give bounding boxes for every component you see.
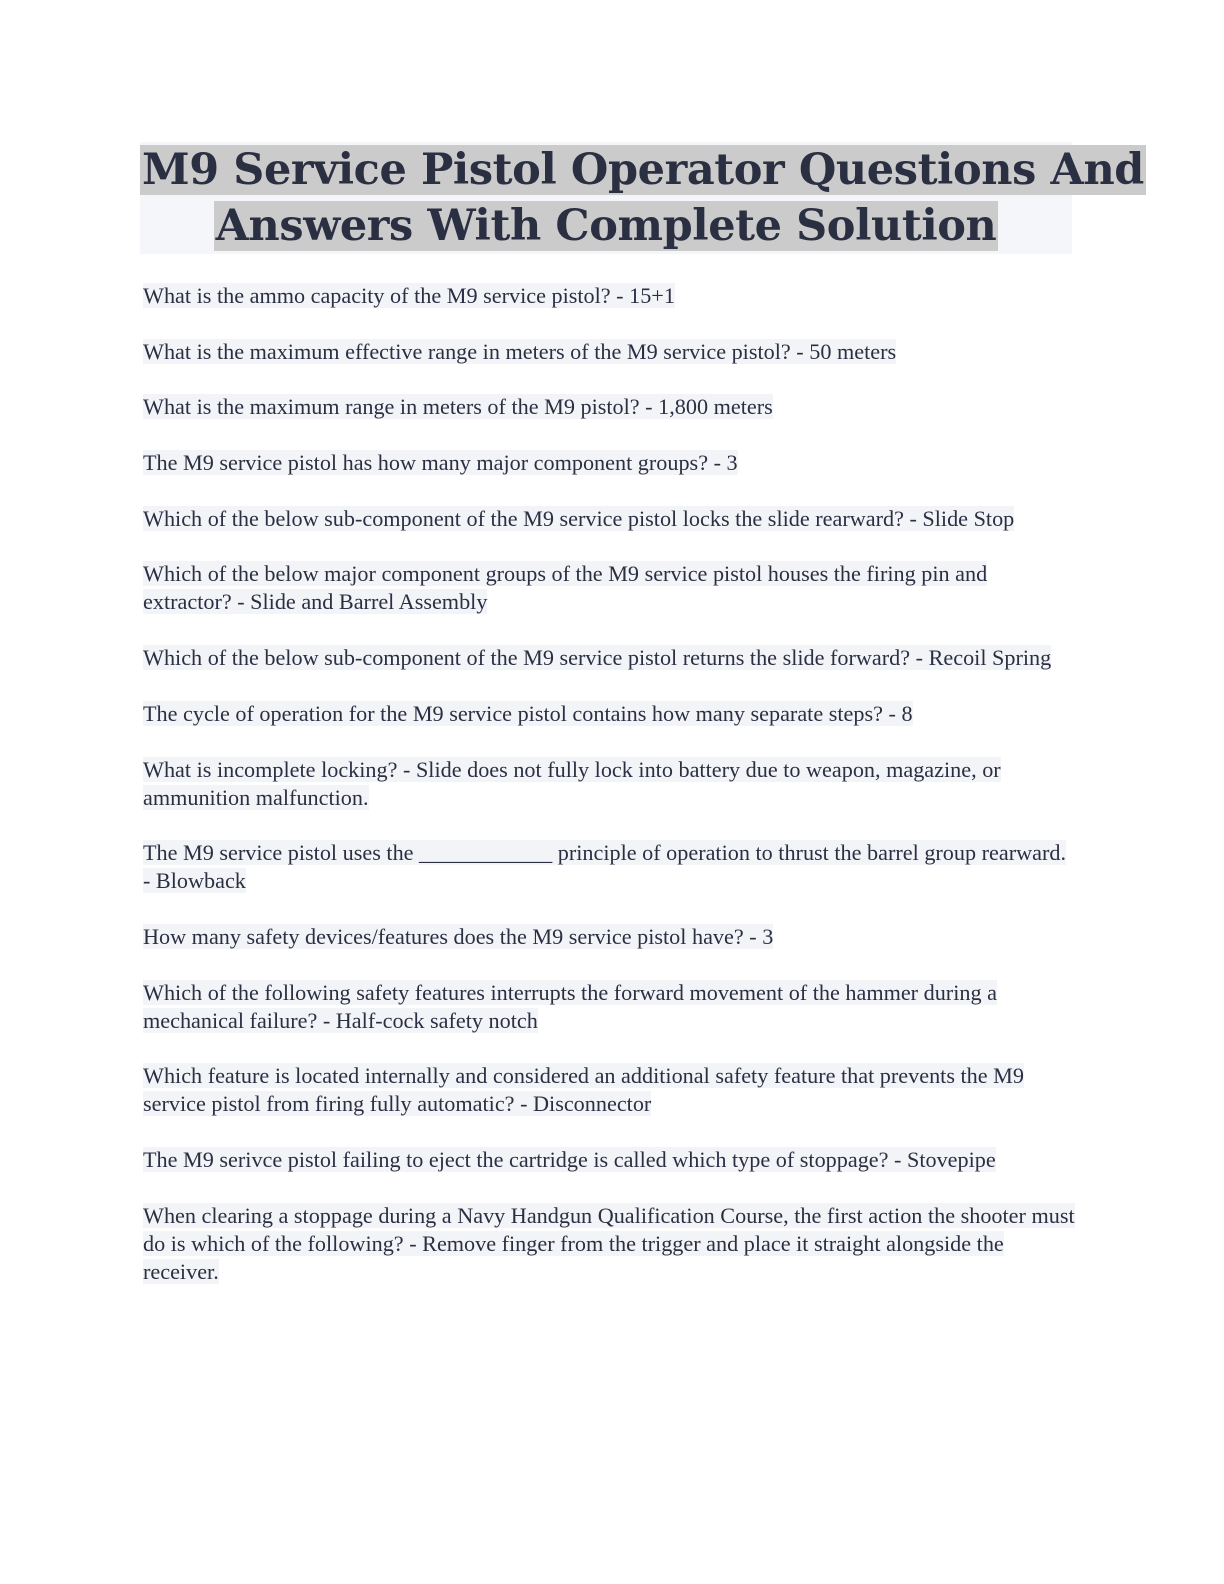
qa-text: The M9 service pistol uses the ____________ principle of operation to thrust the barrel group rearward. - Blowback — [143, 840, 1067, 894]
qa-text: The M9 serivce pistol failing to eject the cartridge is called which type of stoppage? - Stovepipe — [143, 1146, 996, 1172]
qa-item — [143, 979, 1078, 1035]
qa-item — [143, 839, 1078, 895]
title-line-1 — [140, 142, 1144, 198]
qa-text: When clearing a stoppage during a Navy Handgun Qualification Course, the first action the shooter must do is which of the following? - Remove finger from the trigger and place it straight alongside the receiver. — [143, 1202, 1075, 1284]
qa-item — [143, 449, 1078, 477]
qa-text: What is the ammo capacity of the M9 service pistol? - 15+1 — [143, 283, 675, 308]
qa-item — [143, 923, 1078, 951]
qa-text: Which of the below sub-component of the M9 service pistol returns the slide forward? - Recoil Spring — [143, 645, 1052, 671]
qa-item — [143, 560, 1078, 616]
qa-item — [143, 756, 1078, 812]
qa-item — [143, 700, 1078, 728]
qa-text: Which feature is located internally and considered an additional safety feature that prevents the M9 service pistol from firing fully automatic? - Disconnector — [143, 1063, 1024, 1117]
qa-item — [143, 393, 1078, 421]
qa-text: Which of the below major component groups of the M9 service pistol houses the firing pin and extractor? - Slide and Barrel Assembly — [143, 561, 988, 615]
document-title — [140, 142, 1144, 254]
qa-item — [143, 1062, 1078, 1118]
qa-item — [143, 505, 1078, 533]
qa-item — [143, 644, 1078, 672]
qa-text: What is the maximum effective range in meters of the M9 service pistol? - 50 meters — [143, 338, 897, 364]
title-line-1-text: M9 Service Pistol Operator Questions And — [142, 145, 1144, 195]
qa-item — [143, 1202, 1078, 1286]
qa-item — [143, 338, 1078, 366]
qa-text: The cycle of operation for the M9 service pistol contains how many separate steps? - 8 — [143, 700, 913, 726]
qa-text: What is the maximum range in meters of the M9 pistol? - 1,800 meters — [143, 394, 773, 420]
qa-text: Which of the below sub-component of the M9 service pistol locks the slide rearward? - Slide Stop — [143, 505, 1015, 531]
title-line-2 — [140, 198, 1072, 254]
qa-item — [143, 282, 1078, 310]
qa-text: How many safety devices/features does the M9 service pistol have? - 3 — [143, 923, 774, 949]
qa-list — [143, 282, 1078, 1313]
qa-item — [143, 1146, 1078, 1174]
qa-text: The M9 service pistol has how many major component groups? - 3 — [143, 450, 738, 476]
title-line-2-text: Answers With Complete Solution — [215, 201, 997, 251]
qa-text: What is incomplete locking? - Slide does not fully lock into battery due to weapon, magazine, or ammunition malfunction. — [143, 756, 1001, 810]
qa-text: Which of the following safety features interrupts the forward movement of the hammer during a mechanical failure? - Half-cock safety notch — [143, 979, 997, 1033]
